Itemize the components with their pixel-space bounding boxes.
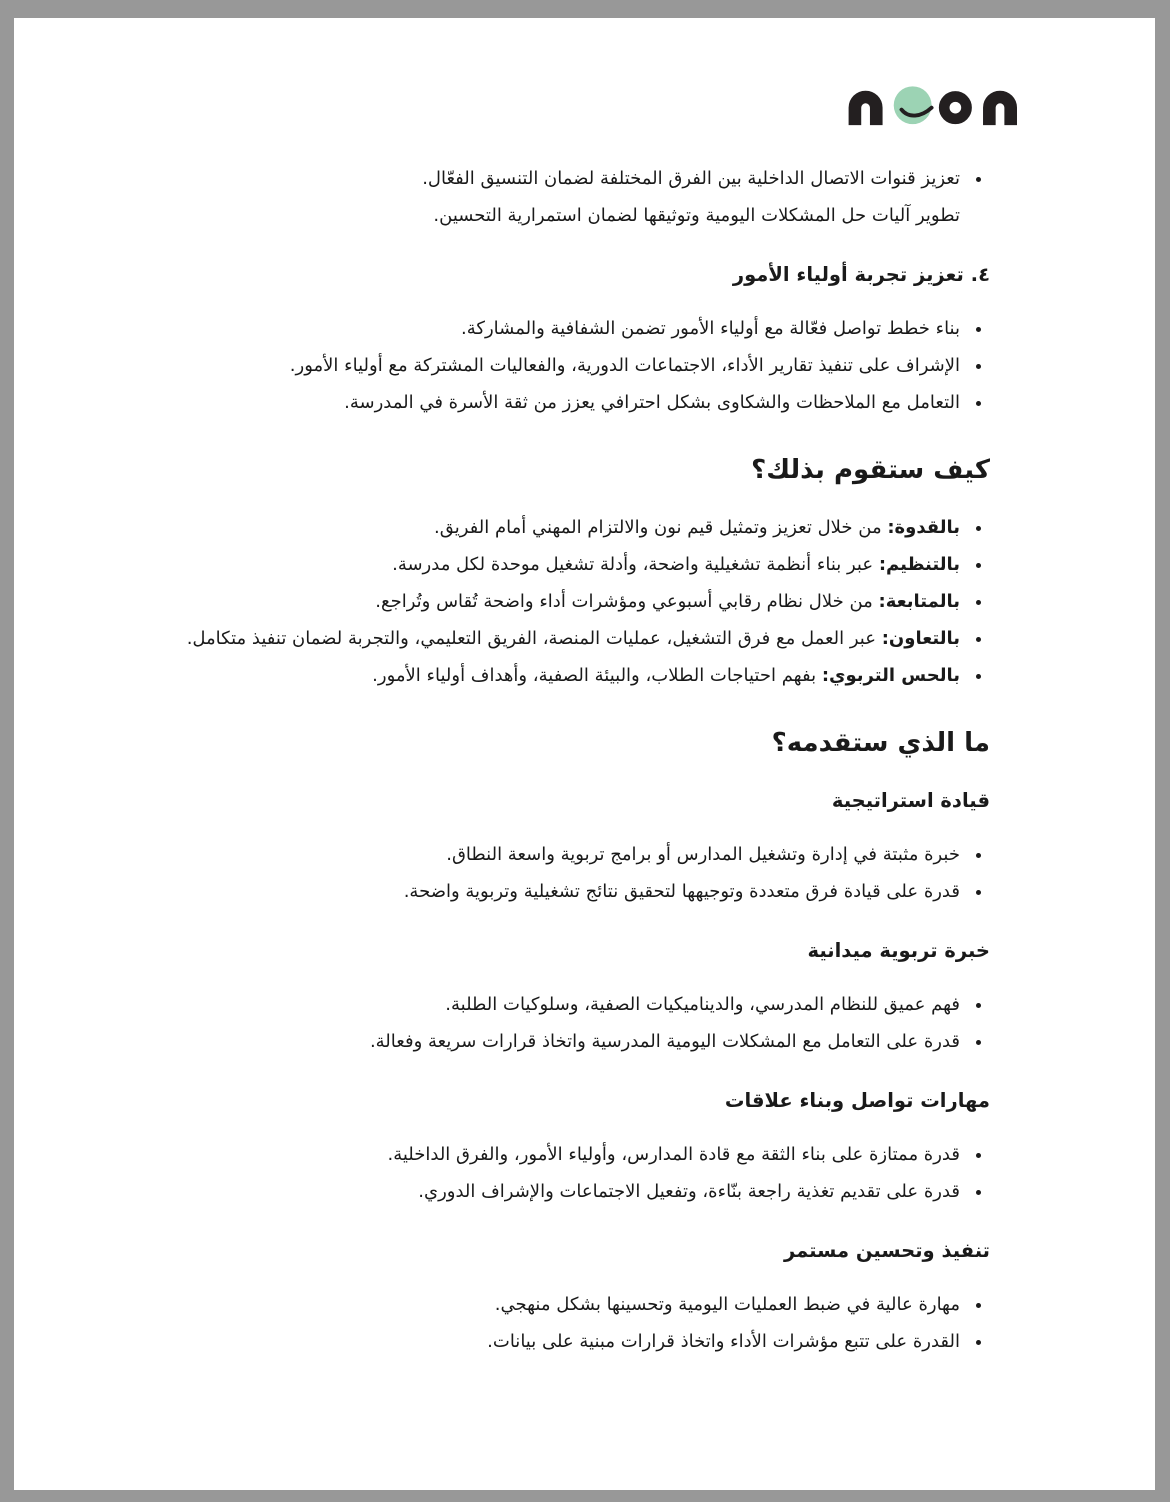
list-item: • قدرة على التعامل مع المشكلات اليومية المدرسية واتخاذ قرارات سريعة وفعالة. [179, 1023, 964, 1060]
bullet-lead-text: بالحس التربوي: [821, 665, 960, 686]
document-page [14, 18, 1155, 1490]
list-item [179, 620, 964, 657]
logo-row [14, 18, 1155, 130]
bullet-text: عبر العمل مع فرق التشغيل، عمليات المنصة، الفريق التعليمي، والتجربة لضمان تنفيذ متكامل. [186, 628, 882, 649]
document-content [14, 130, 1155, 1360]
bullet-text: تعزيز قنوات الاتصال الداخلية بين الفرق المختلفة لضمان التنسيق الفعّال. [422, 168, 960, 189]
list-item: • خبرة مثبتة في إدارة وتشغيل المدارس أو برامج تربوية واسعة النطاق. [179, 836, 964, 873]
subsection-heading-field-experience: خبرة تربوية ميدانية [807, 939, 990, 962]
list-item [179, 160, 964, 234]
list-item: • الإشراف على تنفيذ تقارير الأداء، الاجتماعات الدورية، والفعاليات المشتركة مع أولياء الأمور. [179, 347, 964, 384]
list-item: • فهم عميق للنظام المدرسي، والديناميكيات الصفية، وسلوكيات الطلبة. [179, 986, 964, 1023]
intro-bullet-list [179, 160, 990, 234]
list-item: • القدرة على تتبع مؤشرات الأداء واتخاذ قرارات مبنية على بيانات. [179, 1323, 964, 1360]
bullet-lead-text: بالمتابعة: [878, 591, 960, 612]
list-item: • قدرة على تقديم تغذية راجعة بنّاءة، وتفعيل الاجتماعات والإشراف الدوري. [179, 1173, 964, 1210]
parents-bullet-list [179, 310, 990, 421]
bullet-text: بفهم احتياجات الطلاب، والبيئة الصفية، وأهداف أولياء الأمور. [372, 665, 822, 686]
list-item [179, 546, 964, 583]
section-heading-offer: ما الذي ستقدمه؟ [771, 728, 990, 758]
execution-improvement-bullet-list [179, 1286, 990, 1360]
list-item [179, 583, 964, 620]
bullet-lead-text: بالتعاون: [881, 628, 960, 649]
list-item: • قدرة ممتازة على بناء الثقة مع قادة المدارس، وأولياء الأمور، والفرق الداخلية. [179, 1136, 964, 1173]
field-experience-bullet-list [179, 986, 990, 1060]
section-heading-parents-experience: ٤. تعزيز تجربة أولياء الأمور [732, 263, 990, 286]
list-item [179, 509, 964, 546]
noon-logo-letter-n2 [989, 97, 1010, 125]
bullet-text: من خلال نظام رقابي أسبوعي ومؤشرات أداء واضحة تُقاس وتُراجع. [375, 591, 879, 612]
communication-skills-bullet-list [179, 1136, 990, 1210]
strategic-leadership-bullet-list [179, 836, 990, 910]
noon-logo-icon [837, 64, 1032, 130]
subsection-heading-communication-skills: مهارات تواصل وبناء علاقات [724, 1089, 990, 1112]
bullet-continuation-text: تطوير آليات حل المشكلات اليومية وتوثيقها لضمان استمرارية التحسين. [433, 205, 960, 226]
subsection-heading-execution-improvement: تنفيذ وتحسين مستمر [783, 1239, 990, 1262]
bullet-text: عبر بناء أنظمة تشغيلية واضحة، وأدلة تشغيل موحدة لكل مدرسة. [392, 554, 879, 575]
bullet-lead-text: بالقدوة: [887, 517, 960, 538]
noon-logo-letter-o [944, 97, 966, 119]
list-item: • بناء خطط تواصل فعّالة مع أولياء الأمور تضمن الشفافية والمشاركة. [179, 310, 964, 347]
list-item: • التعامل مع الملاحظات والشكاوى بشكل احترافي يعزز من ثقة الأسرة في المدرسة. [179, 384, 964, 421]
bullet-lead-text: بالتنظيم: [878, 554, 960, 575]
bullet-text: من خلال تعزيز وتمثيل قيم نون والالتزام المهني أمام الفريق. [434, 517, 888, 538]
noon-logo-letter-n1 [855, 97, 876, 125]
subsection-heading-strategic-leadership: قيادة استراتيجية [831, 789, 990, 812]
noon-logo-smile-circle [894, 86, 932, 124]
list-item [179, 657, 964, 694]
section-heading-how: كيف ستقوم بذلك؟ [751, 455, 990, 485]
how-bullet-list [179, 509, 990, 694]
list-item: • مهارة عالية في ضبط العمليات اليومية وتحسينها بشكل منهجي. [179, 1286, 964, 1323]
list-item: • قدرة على قيادة فرق متعددة وتوجيهها لتحقيق نتائج تشغيلية وتربوية واضحة. [179, 873, 964, 910]
